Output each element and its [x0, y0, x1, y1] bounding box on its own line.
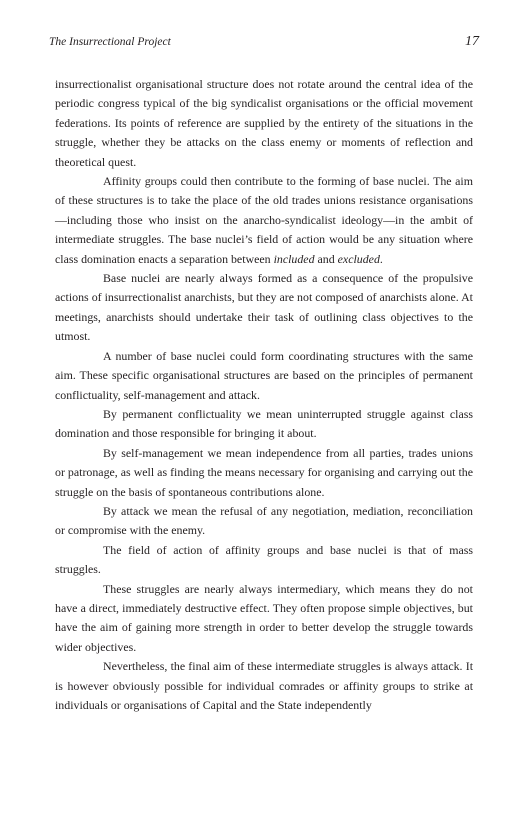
running-title: The Insurrectional Project [49, 36, 171, 48]
paragraph-text: Nevertheless, the final aim of these intermediate struggles is always attack. It is however obviously possible for individual comrades or affinity groups to strike at individuals or organisations of Capital and the State independently [55, 659, 473, 712]
paragraph [55, 405, 473, 444]
running-head [49, 34, 479, 52]
paragraph-text: By permanent conflictuality we mean uninterrupted struggle against class domination and those responsible for bringing it about. [55, 406, 473, 441]
emphasized-text: included [273, 251, 315, 266]
emphasized-text: excluded [337, 251, 380, 266]
paragraph-text: Base nuclei are nearly always formed as a consequence of the propulsive actions of insurrectionalist anarchists, but they are not composed of anarchists alone. At meetings, anarchists should undertake their task of outlining class objectives to the utmost. [55, 271, 473, 344]
paragraph-text: The field of action of affinity groups and base nuclei is that of mass struggles. [55, 542, 473, 577]
paragraph [55, 269, 473, 347]
paragraph [55, 75, 473, 172]
paragraph-text: These struggles are nearly always intermediary, which means they do not have a direct, immediately destructive effect. They often propose simple objectives, but have the aim of gaining more strength in order to better develop the struggle towards wider objectives. [55, 581, 473, 654]
body-text [55, 75, 473, 715]
paragraph [55, 444, 473, 502]
paragraph [55, 580, 473, 658]
paragraph [55, 541, 473, 580]
paragraph [55, 172, 473, 269]
paragraph-text: A number of base nuclei could form coordinating structures with the same aim. These specific organisational structures are based on the principles of permanent conflictuality, self-management and attack. [55, 348, 473, 402]
paragraph-text: and [314, 251, 338, 266]
paragraph-text: By attack we mean the refusal of any negotiation, mediation, reconciliation or compromise with the enemy. [55, 503, 473, 538]
paragraph [55, 347, 473, 405]
paragraph [55, 502, 473, 541]
paragraph-text: . [379, 251, 383, 266]
paragraph-text: By self-management we mean independence from all parties, trades unions or patronage, as well as finding the means necessary for organising and carrying out the struggle on the basis of spontaneous contributions alone. [55, 445, 473, 499]
paragraph-text: Affinity groups could then contribute to the forming of base nuclei. The aim of these structures is to take the place of the old trades unions resistance organisations—including those who insist on the anarcho-syndicalist ideology—in the ambit of intermediate struggles. The base nuclei’s field of action would be any situation where class domination enacts a separation between [55, 174, 473, 266]
paragraph [55, 657, 473, 715]
page-number: 17 [465, 34, 479, 49]
paragraph-text: insurrectionalist organisational structure does not rotate around the central idea of the periodic congress typical of the big syndicalist organisations or the official movement federations. Its points of reference are supplied by the entirety of the situations in the struggle, whether they be attacks on the class enemy or moments of reflection and theoretical quest. [55, 77, 473, 169]
